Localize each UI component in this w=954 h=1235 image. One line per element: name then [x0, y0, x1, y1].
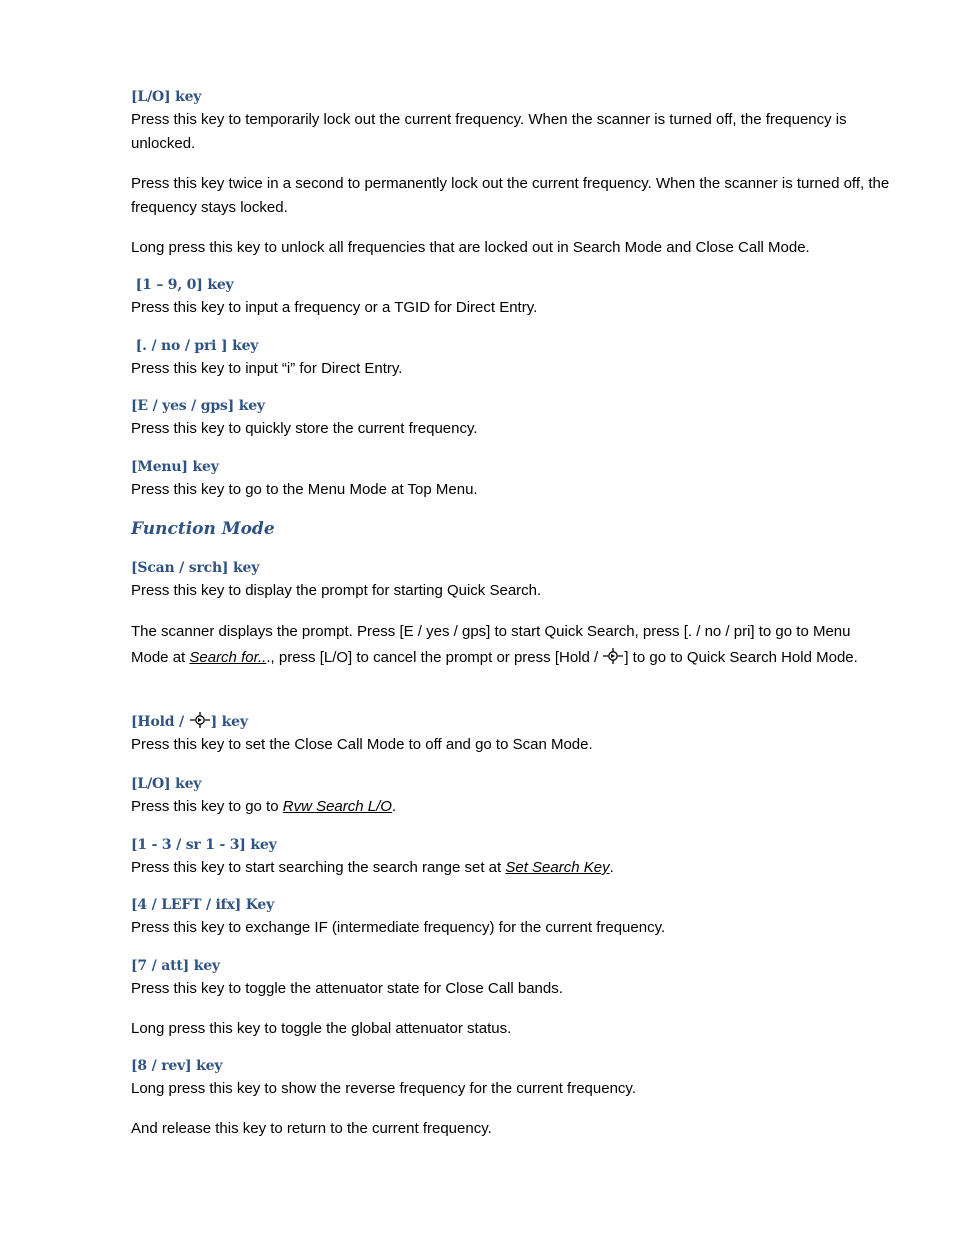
paragraph: Press this key twice in a second to permanently lock out the current frequency. When the scanner is turned off, the frequency stays locked. — [131, 175, 890, 216]
paragraph: Press this key to exchange IF (intermediate frequency) for the current frequency. — [131, 919, 666, 936]
paragraph: Long press this key to toggle the global attenuator status. — [131, 1020, 512, 1037]
close-call-icon — [189, 711, 211, 729]
paragraph: Long press this key to unlock all frequencies that are locked out in Search Mode and Close Call Mode. — [131, 239, 810, 256]
heading-lo-key: [L/O] key — [131, 89, 202, 105]
paragraph: Press this key to display the prompt for starting Quick Search. — [131, 582, 542, 599]
paragraph: Press this key to toggle the attenuator state for Close Call bands. — [131, 980, 563, 997]
heading-digit-key: [1 – 9, 0] key — [131, 277, 234, 293]
paragraph: Press this key to go to the Menu Mode at Top Menu. — [131, 481, 478, 498]
paragraph: Long press this key to show the reverse frequency for the current frequency. — [131, 1080, 636, 1097]
heading-rev-key: [8 / rev] key — [131, 1058, 223, 1074]
close-call-icon — [602, 647, 624, 665]
menu-link[interactable]: Rvw Search L/O — [282, 798, 392, 815]
heading-att-key: [7 / att] key — [131, 958, 220, 974]
paragraph: And release this key to return to the current frequency. — [131, 1120, 492, 1137]
paragraph: Press this key to quickly store the current frequency. — [131, 420, 478, 437]
paragraph: Press this key to start searching the search range set at Set Search Key. — [131, 859, 614, 876]
menu-link[interactable]: Search for.. — [189, 649, 267, 666]
paragraph: Press this key to input a frequency or a TGID for Direct Entry. — [131, 299, 538, 316]
paragraph: Press this key to go to Rvw Search L/O. — [131, 798, 397, 815]
paragraph: Press this key to set the Close Call Mode to off and go to Scan Mode. — [131, 736, 593, 753]
heading-hold-key: [Hold / ] key — [131, 711, 593, 733]
heading-lo-key: [L/O] key — [131, 776, 202, 792]
heading-menu-key: [Menu] key — [131, 459, 219, 475]
section-title: Function Mode — [131, 519, 275, 539]
heading-ifx-key: [4 / LEFT / ifx] Key — [131, 897, 275, 913]
heading-dot-key: [. / no / pri ] key — [131, 338, 259, 354]
paragraph: Press this key to temporarily lock out the current frequency. When the scanner is turned off, the frequency is unlocked. — [131, 111, 847, 152]
paragraph: Press this key to input “i” for Direct Entry. — [131, 360, 403, 377]
menu-link[interactable]: Set Search Key — [505, 859, 610, 876]
heading-scan-key: [Scan / srch] key — [131, 560, 260, 576]
paragraph: The scanner displays the prompt. Press [E / yes / gps] to start Quick Search, press [. / no / pri] to go to Menu Mode at Search for..., press [L/O] to cancel the prompt or press [Hold / ] to go to Quick Search Hold Mode. — [131, 623, 858, 666]
heading-e-key: [E / yes / gps] key — [131, 398, 265, 414]
heading-sr-key: [1 - 3 / sr 1 - 3] key — [131, 837, 277, 853]
